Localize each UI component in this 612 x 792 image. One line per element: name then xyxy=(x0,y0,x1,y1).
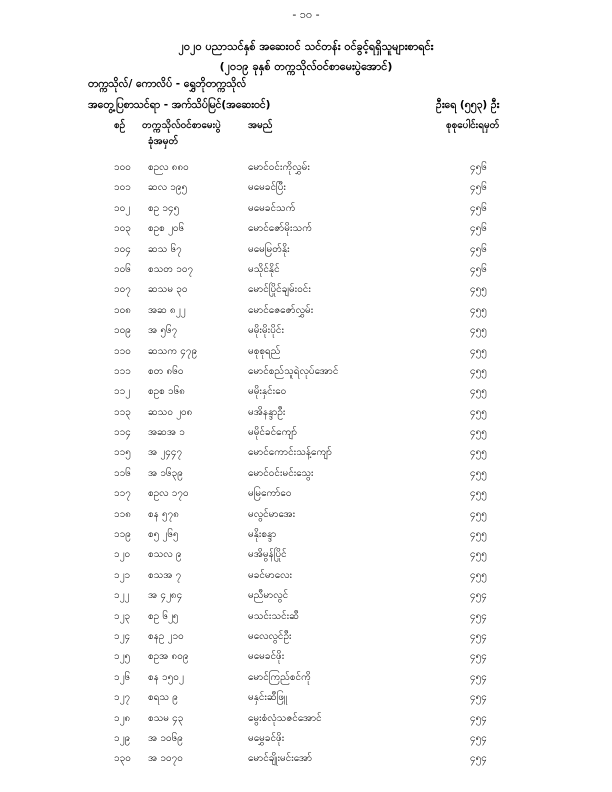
table-row xyxy=(0,547,612,567)
total-marks-cell: ၄၅၆ xyxy=(470,162,487,173)
university-line: တက္ကသိုလ်/ ကောလိပ် - ရွှေဘိုတက္ကသိုလ် xyxy=(88,78,247,90)
total-marks-cell: ၄၅၅ xyxy=(470,508,487,520)
roll-number-cell: ဆသက ၄၇၉ xyxy=(148,345,198,357)
course-line: အတွေ့ပြစာသင်ရာ - အက်သိပ်မြင်(အဆေးဝင်) xyxy=(88,99,271,111)
name-cell: မောင်ပြိုင်ချမ်းဝင်း xyxy=(248,284,311,296)
table-row xyxy=(0,242,612,262)
table-row xyxy=(0,160,612,180)
name-cell: မမိုးမိုးပိုင်း xyxy=(248,325,285,337)
serial-no-cell: ၁၂၈ xyxy=(114,712,131,724)
header-total-marks: စုစုပေါင်းရမှတ် xyxy=(446,120,500,131)
name-cell: မောင်စည်သူရဲလုပ်အောင် xyxy=(248,365,339,377)
serial-no-cell: ၁၀၇ xyxy=(114,284,131,296)
name-cell: မမေခင်သက် xyxy=(248,202,296,214)
roll-number-cell: အဆ ၈၂၂ xyxy=(148,304,186,316)
total-marks-cell: ၄၅၆ xyxy=(470,202,487,214)
results-table xyxy=(0,160,612,772)
table-row xyxy=(0,201,612,221)
table-row xyxy=(0,466,612,486)
total-marks-cell: ၄၅၅ xyxy=(470,386,487,398)
total-marks-cell: ၄၅၅ xyxy=(470,284,487,296)
roll-number-cell: အဆအ ၁ xyxy=(148,427,185,439)
header-name: အမည် xyxy=(248,120,273,131)
table-row xyxy=(0,731,612,751)
roll-number-cell: စတ ၈၆၀ xyxy=(148,365,184,377)
table-row xyxy=(0,344,612,364)
total-marks-cell: ၄၅၄ xyxy=(470,692,487,704)
name-cell: မသင်းသင်းဆီ xyxy=(248,610,299,622)
name-cell: မစုစုရည် xyxy=(248,345,281,357)
name-cell: မောင်ဇော်မိုးသက် xyxy=(248,223,312,235)
roll-number-cell: စန ၅၇၈ xyxy=(148,508,179,520)
table-row xyxy=(0,609,612,629)
roll-number-cell: စဥစ ၁၆၈ xyxy=(148,386,185,398)
serial-no-cell: ၁၂၆ xyxy=(114,671,131,683)
roll-number-cell: အ ၄၂၈၄ xyxy=(148,590,183,602)
serial-no-cell: ၁၀၀ xyxy=(114,162,131,173)
table-row xyxy=(0,527,612,547)
total-marks-cell: ၄၅၄ xyxy=(470,753,487,765)
name-cell: မမြကော်ဝေ xyxy=(248,488,292,500)
name-cell: မောင်ဝင်းကိုလွှမ်း xyxy=(248,162,310,173)
total-marks-cell: ၄၅၅ xyxy=(470,406,487,418)
name-cell: မအိနန္ဒာဦး xyxy=(248,406,286,418)
roll-number-cell: ဆလ ၁၉၅ xyxy=(148,182,188,194)
roll-number-cell: စဥ ၁၄၅ xyxy=(148,202,180,214)
serial-no-cell: ၁၁၃ xyxy=(114,406,131,418)
name-cell: မွေးစံလုံသဇင်အောင် xyxy=(248,712,322,724)
roll-number-cell: စဥလ ၁၇၀ xyxy=(148,488,189,500)
serial-no-cell: ၁၀၈ xyxy=(114,304,131,316)
roll-number-cell: စဥစ ၂၀၆ xyxy=(148,223,185,235)
table-row xyxy=(0,690,612,710)
roll-number-cell: အ ၁၆၃၉ xyxy=(148,467,183,479)
roll-number-cell: စဥ ၆၂၅ xyxy=(148,610,179,622)
name-cell: မနှင်းဆီဖြူ xyxy=(248,692,287,704)
roll-number-cell: စသမ ၄၃ xyxy=(148,712,184,724)
total-marks-cell: ၄၅၄ xyxy=(470,610,487,622)
total-marks-cell: ၄၅၄ xyxy=(470,590,487,602)
name-cell: မမေမြတ်နိုး xyxy=(248,243,290,255)
table-row xyxy=(0,588,612,608)
roll-number-cell: အ ၁၀၆၉ xyxy=(148,732,183,744)
roll-number-cell: စသတ ၁၀၇ xyxy=(148,263,194,275)
name-cell: မောင်ကောင်းသန့်ကျော် xyxy=(248,447,332,459)
total-marks-cell: ၄၅၅ xyxy=(470,549,487,561)
roll-number-cell: စသလ ၉ xyxy=(148,549,182,561)
serial-no-cell: ၁၀၃ xyxy=(114,223,131,235)
table-row xyxy=(0,405,612,425)
total-marks-cell: ၄၅၄ xyxy=(470,630,487,642)
serial-no-cell: ၁၁၂ xyxy=(114,386,131,398)
serial-no-cell: ၁၂၁ xyxy=(114,569,131,581)
name-cell: မလေလွင်ဦး xyxy=(248,630,292,642)
total-marks-cell: ၄၅၅ xyxy=(470,325,487,337)
total-marks-cell: ၄၅၄ xyxy=(470,671,487,683)
serial-no-cell: ၁၀၉ xyxy=(114,325,131,337)
serial-no-cell: ၁၂၃ xyxy=(114,610,131,622)
total-marks-cell: ၄၅၄ xyxy=(470,712,487,724)
roll-number-cell: အ ၂၄၄၇ xyxy=(148,447,183,459)
table-row xyxy=(0,262,612,282)
total-marks-cell: ၄၅၄ xyxy=(470,651,487,663)
name-cell: မနိုးစန္ဒာ xyxy=(248,529,277,541)
name-cell: မညီမာလွင် xyxy=(248,590,289,602)
total-marks-cell: ၄၅၅ xyxy=(470,488,487,500)
name-cell: မအိမွန်ပြိုင် xyxy=(248,549,287,561)
serial-no-cell: ၁၁၆ xyxy=(114,467,131,479)
serial-no-cell: ၁၁၁ xyxy=(114,365,131,377)
name-cell: မသိုင်နိုင် xyxy=(248,263,280,275)
table-row xyxy=(0,425,612,445)
total-marks-cell: ၄၅၅ xyxy=(470,365,487,377)
roll-number-cell: စရသ ၉ xyxy=(148,692,178,704)
serial-no-cell: ၁၂၅ xyxy=(114,651,131,663)
table-row xyxy=(0,445,612,465)
name-cell: မမွှေခင်ဖိုး xyxy=(248,732,285,744)
serial-no-cell: ၁၂၇ xyxy=(114,692,131,704)
table-row xyxy=(0,303,612,323)
serial-no-cell: ၁၁၄ xyxy=(114,427,131,439)
serial-no-cell: ၁၁၇ xyxy=(114,488,131,500)
serial-no-cell: ၁၁၅ xyxy=(114,447,131,459)
table-row xyxy=(0,323,612,343)
serial-no-cell: ၁၁၉ xyxy=(114,529,131,541)
name-cell: မခင်မာလေး xyxy=(248,569,293,581)
name-cell: မမိုးနှင်းဝေ xyxy=(248,386,287,398)
total-marks-cell: ၄၅၆ xyxy=(470,263,487,275)
name-cell: မမေခင်ပြီး xyxy=(248,182,286,194)
table-row xyxy=(0,180,612,200)
table-row xyxy=(0,711,612,731)
header-serial-no: စဉ် xyxy=(114,120,126,131)
page-number: - ၁၀ - xyxy=(292,8,320,21)
name-cell: မမိုင်ခင်ကျော် xyxy=(248,427,298,439)
document-subtitle: (၂၀၁၉ ခုနှစ် တက္ကသိုလ်ဝင်စာမေးပွဲအောင်) xyxy=(219,60,393,73)
total-count: ဦးရေ (၅၅၃) ဦး xyxy=(436,99,500,111)
name-cell: မမေခင်ဖိုး xyxy=(248,651,285,663)
total-marks-cell: ၄၅၅ xyxy=(470,569,487,581)
name-cell: မောင်ကြည်စင်ကို xyxy=(248,671,311,683)
total-marks-cell: ၄၅၅ xyxy=(470,304,487,316)
total-marks-cell: ၄၅၅ xyxy=(470,467,487,479)
name-cell: မောင်ဇေဇော်လွှမ်း xyxy=(248,304,314,316)
serial-no-cell: ၁၁၈ xyxy=(114,508,131,520)
roll-number-cell: စသအ ၇ xyxy=(148,569,182,581)
roll-number-cell: စ၅ ၂၆၅ xyxy=(148,529,179,541)
table-row xyxy=(0,670,612,690)
total-marks-cell: ၄၅၅ xyxy=(470,345,487,357)
serial-no-cell: ၁၀၁ xyxy=(114,182,131,194)
total-marks-cell: ၄၅၆ xyxy=(470,182,487,194)
roll-number-cell: စဉလ ၈၈၀ xyxy=(148,162,189,173)
roll-number-cell: ဆသ ၆၇ xyxy=(148,243,182,255)
roll-number-cell: အ ၅၆၇ xyxy=(148,325,178,337)
roll-number-cell: စန ၁၅၀၂ xyxy=(148,671,184,683)
total-marks-cell: ၄၅၅ xyxy=(470,427,487,439)
serial-no-cell: ၁၃၀ xyxy=(114,753,131,765)
serial-no-cell: ၁၂၂ xyxy=(114,590,130,602)
table-row xyxy=(0,364,612,384)
serial-no-cell: ၁၁၀ xyxy=(114,345,131,357)
table-row xyxy=(0,751,612,771)
header-roll-number-line2: ခုံအမှတ် xyxy=(148,136,179,147)
table-row xyxy=(0,486,612,506)
header-roll-number: တက္ကသိုလ်ဝင်စာမေးပွဲ xyxy=(142,120,221,131)
name-cell: မောင်ဝင်းမင်းသွေး xyxy=(248,467,314,479)
roll-number-cell: ဆသမ ၃၀ xyxy=(148,284,188,296)
serial-no-cell: ၁၂၉ xyxy=(114,732,131,744)
total-marks-cell: ၄၅၅ xyxy=(470,529,487,541)
roll-number-cell: စနဥ ၂၁၀ xyxy=(148,630,184,642)
table-row xyxy=(0,649,612,669)
serial-no-cell: ၁၂၄ xyxy=(114,630,131,642)
name-cell: မောင်ချိုးမင်းအော် xyxy=(248,753,313,765)
serial-no-cell: ၁၀၆ xyxy=(114,263,131,275)
roll-number-cell: စဥအ ၈၀၉ xyxy=(148,651,189,663)
table-row xyxy=(0,507,612,527)
table-row xyxy=(0,568,612,588)
table-row xyxy=(0,282,612,302)
serial-no-cell: ၁၂၀ xyxy=(114,549,131,561)
total-marks-cell: ၄၅၅ xyxy=(470,447,487,459)
table-row xyxy=(0,221,612,241)
table-row xyxy=(0,384,612,404)
table-row xyxy=(0,629,612,649)
roll-number-cell: အ ၁၀၇၀ xyxy=(148,753,183,765)
roll-number-cell: ဆသဝ ၂၀၈ xyxy=(148,406,193,418)
document-title: ၂၀၂၀ ပညာသင်နှစ် အဆေးဝင် သင်တန်း ဝင်ခွင့်ရရှိသူများစာရင်း xyxy=(178,40,434,53)
serial-no-cell: ၁၀၄ xyxy=(114,243,131,255)
name-cell: မလွင်မာအေး xyxy=(248,508,296,520)
serial-no-cell: ၁၀၂ xyxy=(114,202,131,214)
total-marks-cell: ၄၅၆ xyxy=(470,223,487,235)
total-marks-cell: ၄၅၆ xyxy=(470,243,487,255)
total-marks-cell: ၄၅၄ xyxy=(470,732,487,744)
